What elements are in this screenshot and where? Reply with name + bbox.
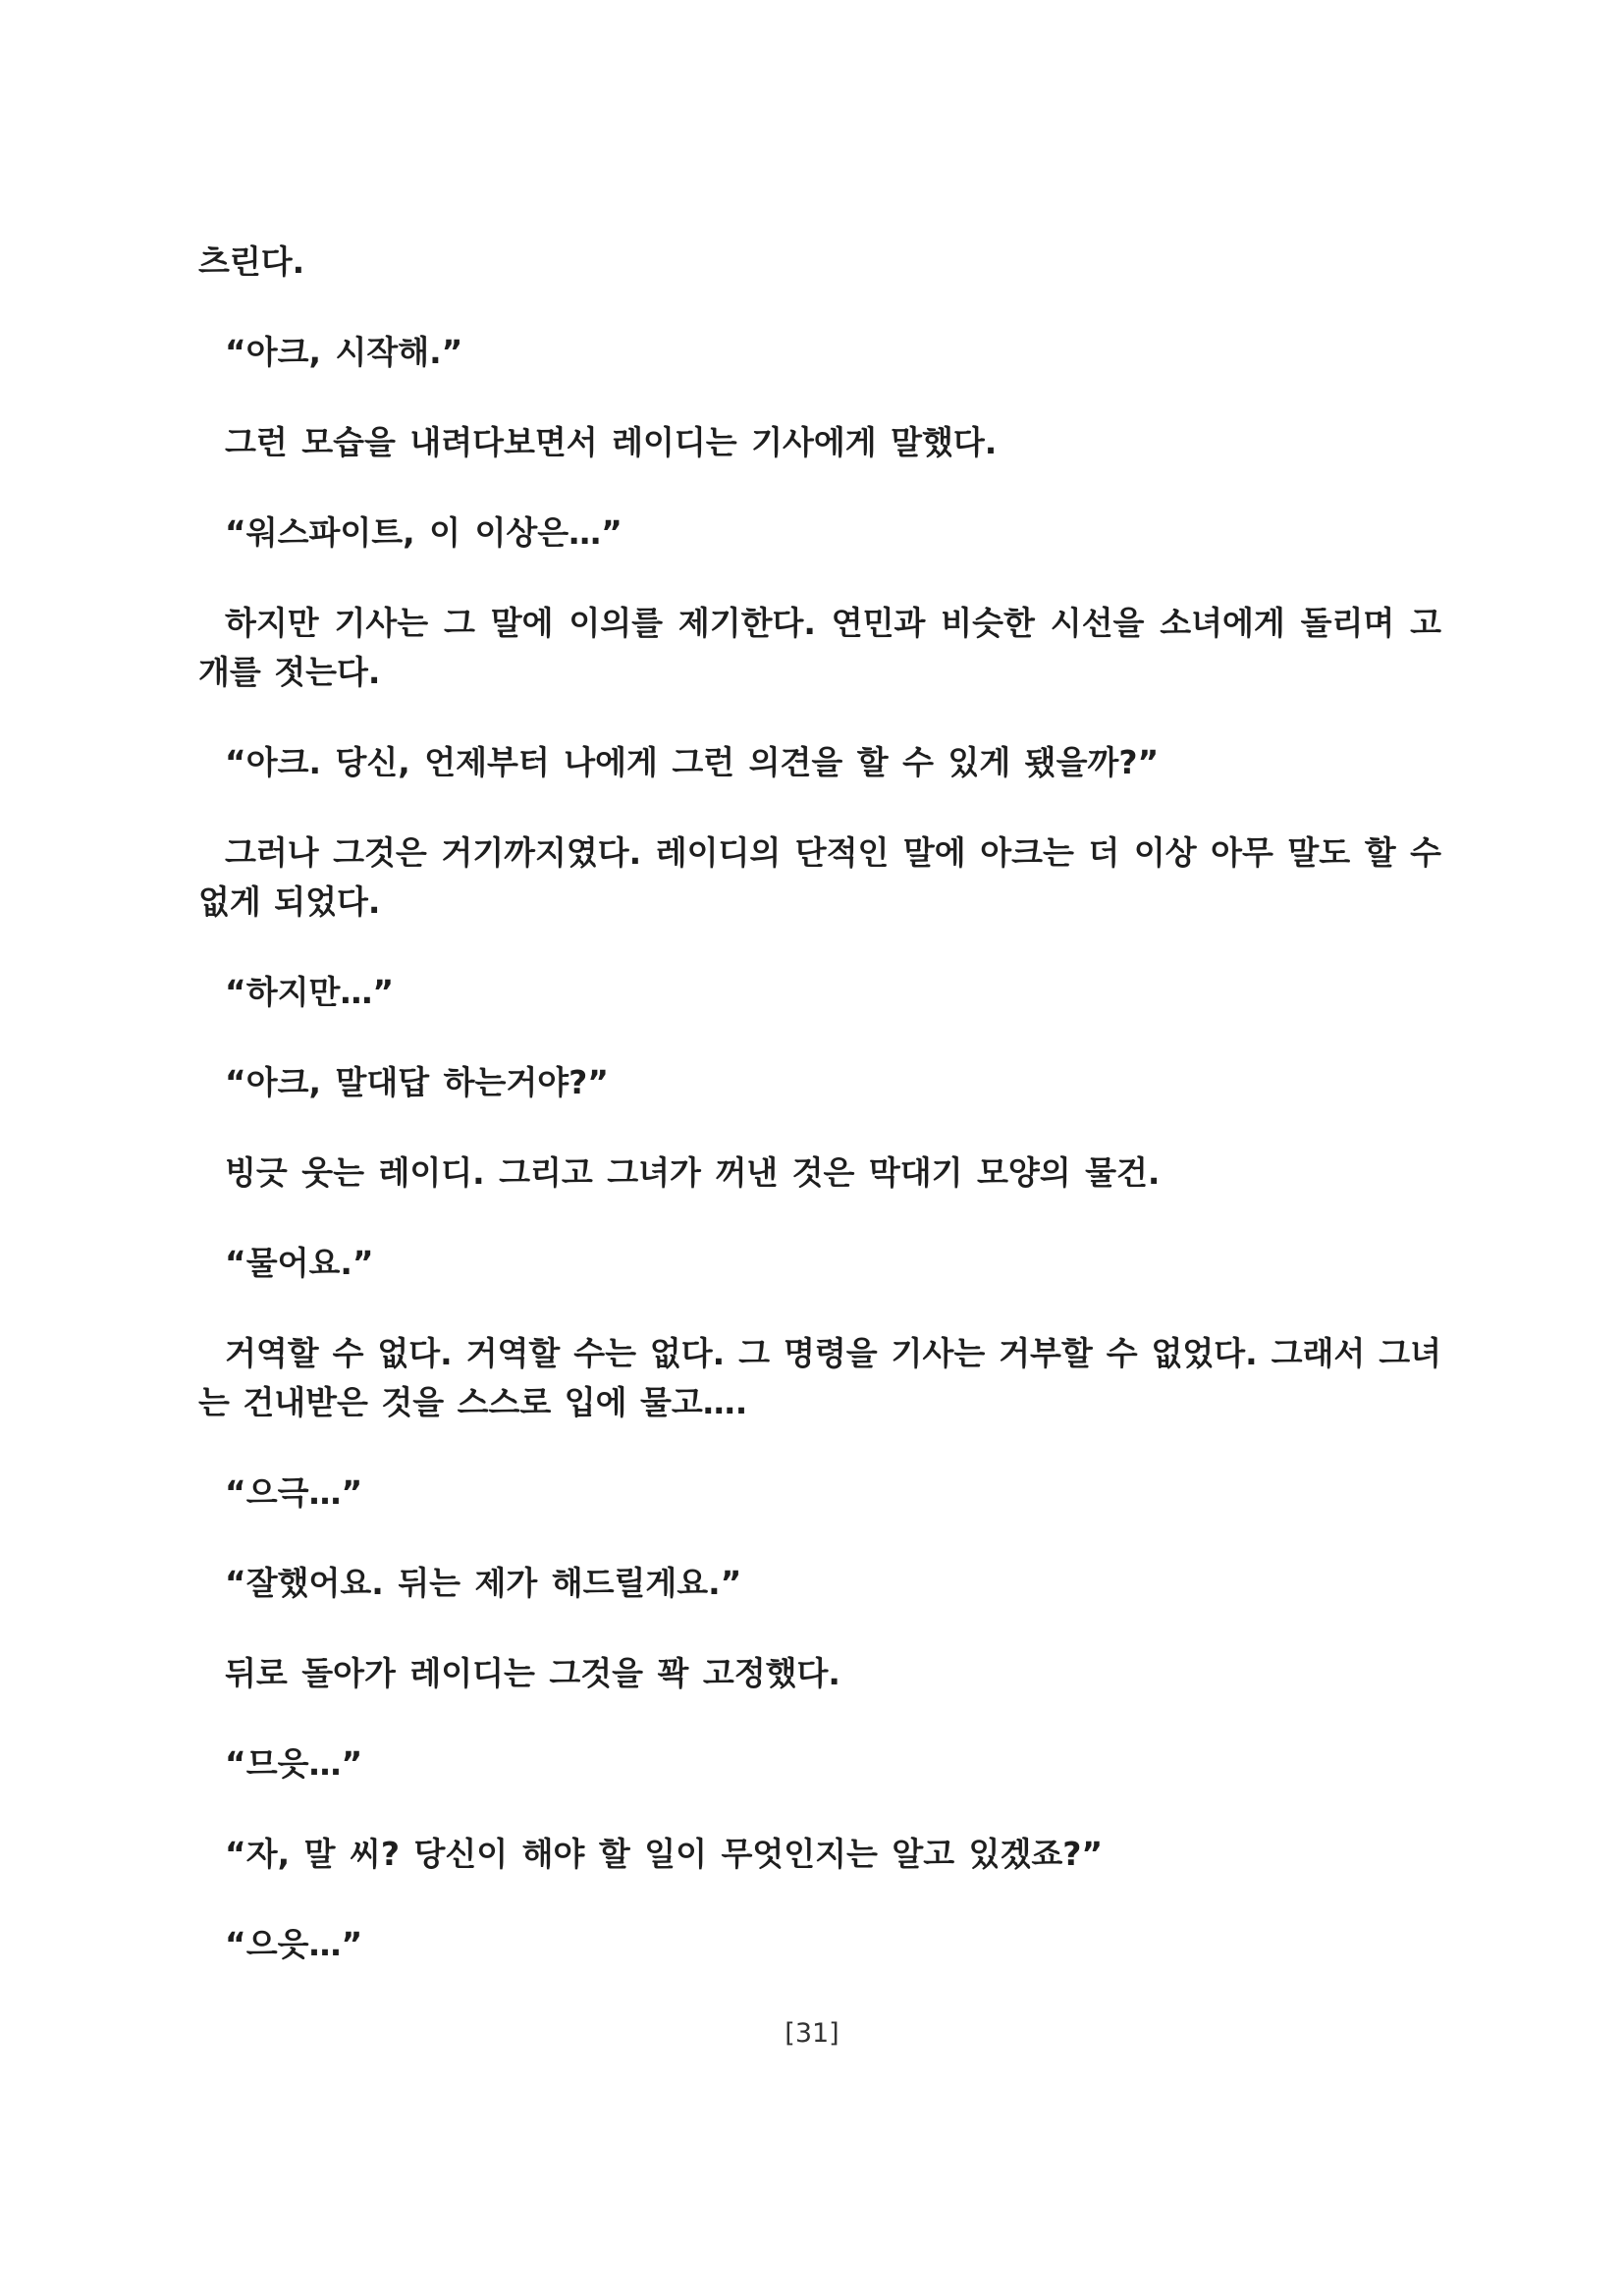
paragraph: “아크, 시작해.” [225, 333, 463, 371]
paragraph: “자, 말 씨? 당신이 해야 할 일이 무엇인지는 알고 있겠죠?” [225, 1835, 1104, 1873]
paragraph: “으읏…” [225, 1925, 363, 1963]
paragraph: “잘했어요. 뒤는 제가 해드릴게요.” [225, 1564, 742, 1602]
paragraph: 그런 모습을 내려다보면서 레이디는 기사에게 말했다. [225, 423, 998, 461]
page-number: [31] [785, 2018, 839, 2049]
paragraph: “아크. 당신, 언제부터 나에게 그런 의견을 할 수 있게 됐을까?” [225, 743, 1160, 781]
paragraph: “으극…” [225, 1473, 363, 1512]
paragraph: 빙긋 웃는 레이디. 그리고 그녀가 꺼낸 것은 막대기 모양의 물건. [225, 1153, 1161, 1192]
body-text [198, 238, 1441, 2010]
paragraph: “물어요.” [225, 1244, 374, 1282]
paragraph: 뒤로 돌아가 레이디는 그것을 꽉 고정했다. [225, 1654, 840, 1692]
paragraph: 거역할 수 없다. 거역할 수는 없다. 그 명령을 기사는 거부할 수 없었다. 그래서 그녀는 건내받은 것을 스스로 입에 물고…. [198, 1334, 1441, 1421]
paragraph: 하지만 기사는 그 말에 이의를 제기한다. 연민과 비슷한 시선을 소녀에게 돌리며 고개를 젓는다. [198, 604, 1441, 691]
paragraph: “아크, 말대답 하는거야?” [225, 1063, 609, 1101]
paragraph: 그러나 그것은 거기까지였다. 레이디의 단적인 말에 아크는 더 이상 아무 말도 할 수 없게 되었다. [198, 833, 1442, 921]
paragraph: 츠린다. [198, 242, 305, 281]
paragraph: “워스파이트, 이 이상은…” [225, 513, 623, 552]
paragraph: “하지만…” [225, 973, 395, 1011]
paragraph: “므읏…” [225, 1744, 363, 1783]
